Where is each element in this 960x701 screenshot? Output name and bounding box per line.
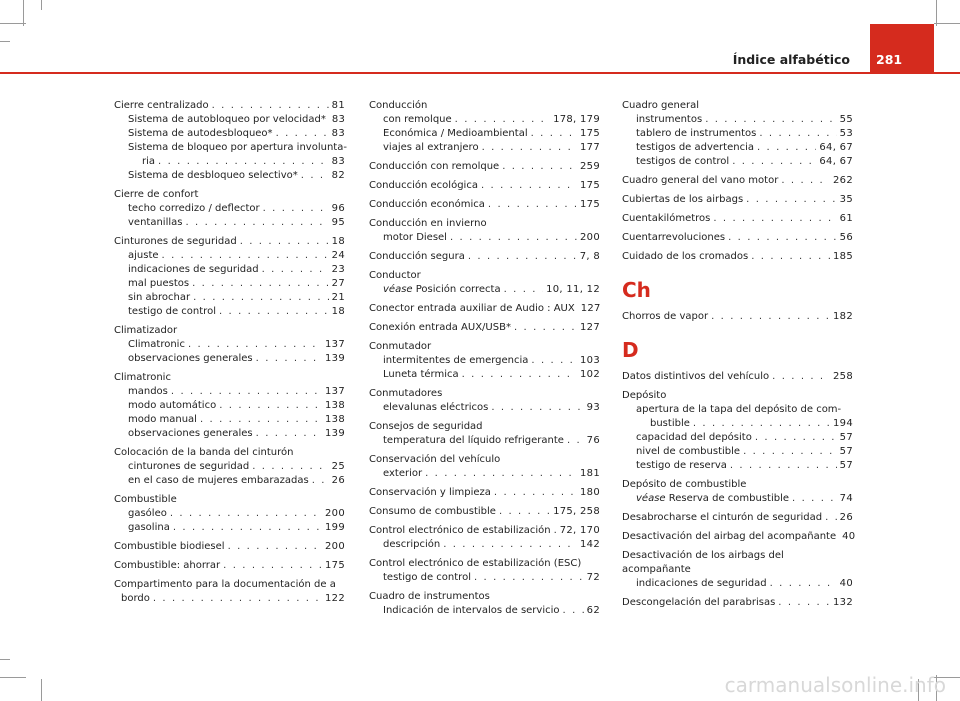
index-subentry: tablero de instrumentos . . . 53 — [622, 127, 853, 141]
index-subentry: capacidad del depósito . . . 57 — [622, 431, 853, 445]
index-entry: Cuadro general del vano motor . . . 262 — [622, 174, 853, 188]
index-subentry: bustible . . . 194 — [622, 417, 853, 431]
index-subentry: observaciones generales . . . 139 — [114, 427, 345, 441]
footer-watermark: carmanualsonline.info — [724, 673, 946, 697]
index-subentry: Sistema de autobloqueo por velocidad* 83 — [128, 114, 346, 125]
index-subentry: techo corredizo / deflector . . . 96 — [114, 202, 345, 216]
section-letter-ch: Ch — [622, 278, 651, 302]
index-entry: Conexión entrada AUX/USB* . . . 127 — [369, 321, 600, 335]
index-subentry: Sistema de autodesbloqueo* . . . 83 — [114, 127, 345, 141]
index-entry: Conducción segura . . . 7, 8 — [369, 250, 600, 264]
index-subentry: ventanillas . . . 95 — [114, 216, 345, 230]
index-subentry: testigo de control . . . 18 — [114, 305, 345, 319]
index-subentry: elevalunas eléctricos . . . 93 — [369, 401, 600, 415]
index-subentry: modo manual . . . 138 — [114, 413, 345, 427]
index-subentry: temperatura del líquido refrigerante . . . 76 — [369, 434, 600, 448]
index-heading: Combustible — [114, 494, 177, 505]
index-heading: Climatronic — [114, 372, 171, 383]
index-column-3 — [622, 99, 856, 610]
index-subentry: intermitentes de emergencia . . . 103 — [369, 354, 600, 368]
index-subentry: mal puestos . . . 27 — [114, 277, 345, 291]
index-entry: Descongelación del parabrisas . . . 132 — [622, 596, 853, 610]
crop-mark — [41, 679, 42, 701]
crop-mark — [0, 41, 10, 42]
index-subentry: apertura de la tapa del depósito de com- — [636, 404, 842, 415]
index-heading: Climatizador — [114, 325, 178, 336]
crop-mark — [936, 0, 937, 26]
index-entry: Control electrónico de estabilización . . . 72, 170 — [369, 524, 600, 538]
index-heading: Conductor — [369, 270, 421, 281]
index-entry: Conducción con remolque . . . 259 — [369, 160, 600, 174]
index-subentry: testigo de control . . . 72 — [369, 571, 600, 585]
index-entry: Combustible biodiesel . . . 200 — [114, 540, 345, 554]
index-heading: Control electrónico de estabilización (ESC) — [369, 558, 582, 569]
index-subentry: instrumentos . . . 55 — [622, 113, 853, 127]
index-column-2 — [369, 99, 600, 618]
index-heading: Cuadro general — [622, 100, 699, 111]
index-heading: Cuadro de instrumentos — [369, 591, 490, 602]
index-subentry: Indicación de intervalos de servicio . . . 62 — [369, 604, 600, 618]
index-entry: Cubiertas de los airbags . . . 35 — [622, 193, 853, 207]
index-entry: Conservación y limpieza . . . 180 — [369, 486, 600, 500]
index-entry: Cuentarrevoluciones . . . 56 — [622, 231, 853, 245]
index-subentry: gasóleo . . . 200 — [114, 507, 345, 521]
crop-mark — [934, 23, 960, 24]
index-column-1 — [114, 99, 345, 606]
index-subentry: testigos de control . . . 64, 67 — [622, 155, 853, 169]
index-heading: Colocación de la banda del cinturón — [114, 447, 294, 458]
index-entry: Combustible: ahorrar . . . 175 — [114, 559, 345, 573]
index-subentry: descripción . . . 142 — [369, 538, 600, 552]
index-heading: Conmutadores — [369, 388, 443, 399]
index-subentry: ajuste . . . 24 — [114, 249, 345, 263]
index-subentry: testigo de reserva . . . 57 — [622, 459, 853, 473]
index-subentry: testigos de advertencia . . . 64, 67 — [622, 141, 853, 155]
page-number: 281 — [876, 52, 903, 67]
index-subentry: indicaciones de seguridad . . . 23 — [114, 263, 345, 277]
index-entry: Cuidado de los cromados . . . 185 — [622, 250, 853, 264]
index-heading: Desactivación de los airbags del acompañante — [622, 550, 784, 575]
index-heading: Conmutador — [369, 341, 432, 352]
index-subentry: Sistema de bloqueo por apertura involunta- — [128, 142, 347, 153]
index-heading: Cierre de confort — [114, 189, 199, 200]
index-entry: Cinturones de seguridad . . . 18 — [114, 235, 345, 249]
index-entry: Conducción económica . . . 175 — [369, 198, 600, 212]
crop-mark — [41, 0, 42, 10]
index-heading: Conservación del vehículo — [369, 454, 501, 465]
index-subentry: sin abrochar . . . 21 — [114, 291, 345, 305]
index-subentry: indicaciones de seguridad . . . 40 — [622, 577, 853, 591]
index-entry: Conducción ecológica . . . 175 — [369, 179, 600, 193]
index-subentry: observaciones generales . . . 139 — [114, 352, 345, 366]
index-heading: Depósito de combustible — [622, 479, 747, 490]
index-subentry: motor Diesel . . . 200 — [369, 231, 600, 245]
index-subentry: exterior . . . 181 — [369, 467, 600, 481]
index-subentry: Luneta térmica . . . 102 — [369, 368, 600, 382]
crop-mark — [23, 0, 24, 26]
index-subentry: en el caso de mujeres embarazadas . . . 26 — [114, 474, 345, 488]
index-subentry: Climatronic . . . 137 — [114, 338, 345, 352]
index-heading: Compartimento para la documentación de a — [114, 579, 336, 590]
index-subentry: nivel de combustible . . . 57 — [622, 445, 853, 459]
index-subentry: Sistema de desbloqueo selectivo* . . . 82 — [114, 169, 345, 183]
page-number-box — [870, 24, 934, 73]
index-subentry: Económica / Medioambiental . . . 175 — [369, 127, 600, 141]
index-heading: Consejos de seguridad — [369, 421, 483, 432]
index-subentry: véase Posición correcta . . . 10, 11, 12 — [369, 283, 600, 297]
crop-mark — [0, 677, 26, 678]
index-entry: Datos distintivos del vehículo . . . 258 — [622, 370, 853, 384]
index-entry: Chorros de vapor . . . 182 — [622, 310, 853, 324]
index-subentry: gasolina . . . 199 — [114, 521, 345, 535]
index-entry: Cierre centralizado . . . 81 — [114, 99, 345, 113]
index-heading: Conducción — [369, 100, 428, 111]
index-entry: Desactivación del airbag del acompañante 40 — [622, 531, 856, 542]
index-entry: Desabrocharse el cinturón de seguridad . . . 26 — [622, 511, 853, 525]
page-title: Índice alfabético — [732, 52, 850, 67]
index-subentry: cinturones de seguridad . . . 25 — [114, 460, 345, 474]
section-letter-d: D — [622, 338, 639, 362]
crop-mark — [0, 659, 10, 660]
index-entry: bordo . . . 122 — [114, 592, 345, 606]
index-heading: Depósito — [622, 390, 667, 401]
index-heading: Conducción en invierno — [369, 218, 487, 229]
index-subentry: véase Reserva de combustible . . . 74 — [622, 492, 853, 506]
index-subentry: ria . . . 83 — [114, 155, 345, 169]
index-subentry: modo automático . . . 138 — [114, 399, 345, 413]
header-rule — [0, 72, 960, 74]
index-entry: Consumo de combustible . . . 175, 258 — [369, 505, 600, 519]
index-entry: Cuentakilómetros . . . 61 — [622, 212, 853, 226]
index-subentry: con remolque . . . 178, 179 — [369, 113, 600, 127]
index-subentry: viajes al extranjero . . . 177 — [369, 141, 600, 155]
index-subentry: mandos . . . 137 — [114, 385, 345, 399]
index-entry: Conector entrada auxiliar de Audio : AUX 127 — [369, 303, 601, 314]
